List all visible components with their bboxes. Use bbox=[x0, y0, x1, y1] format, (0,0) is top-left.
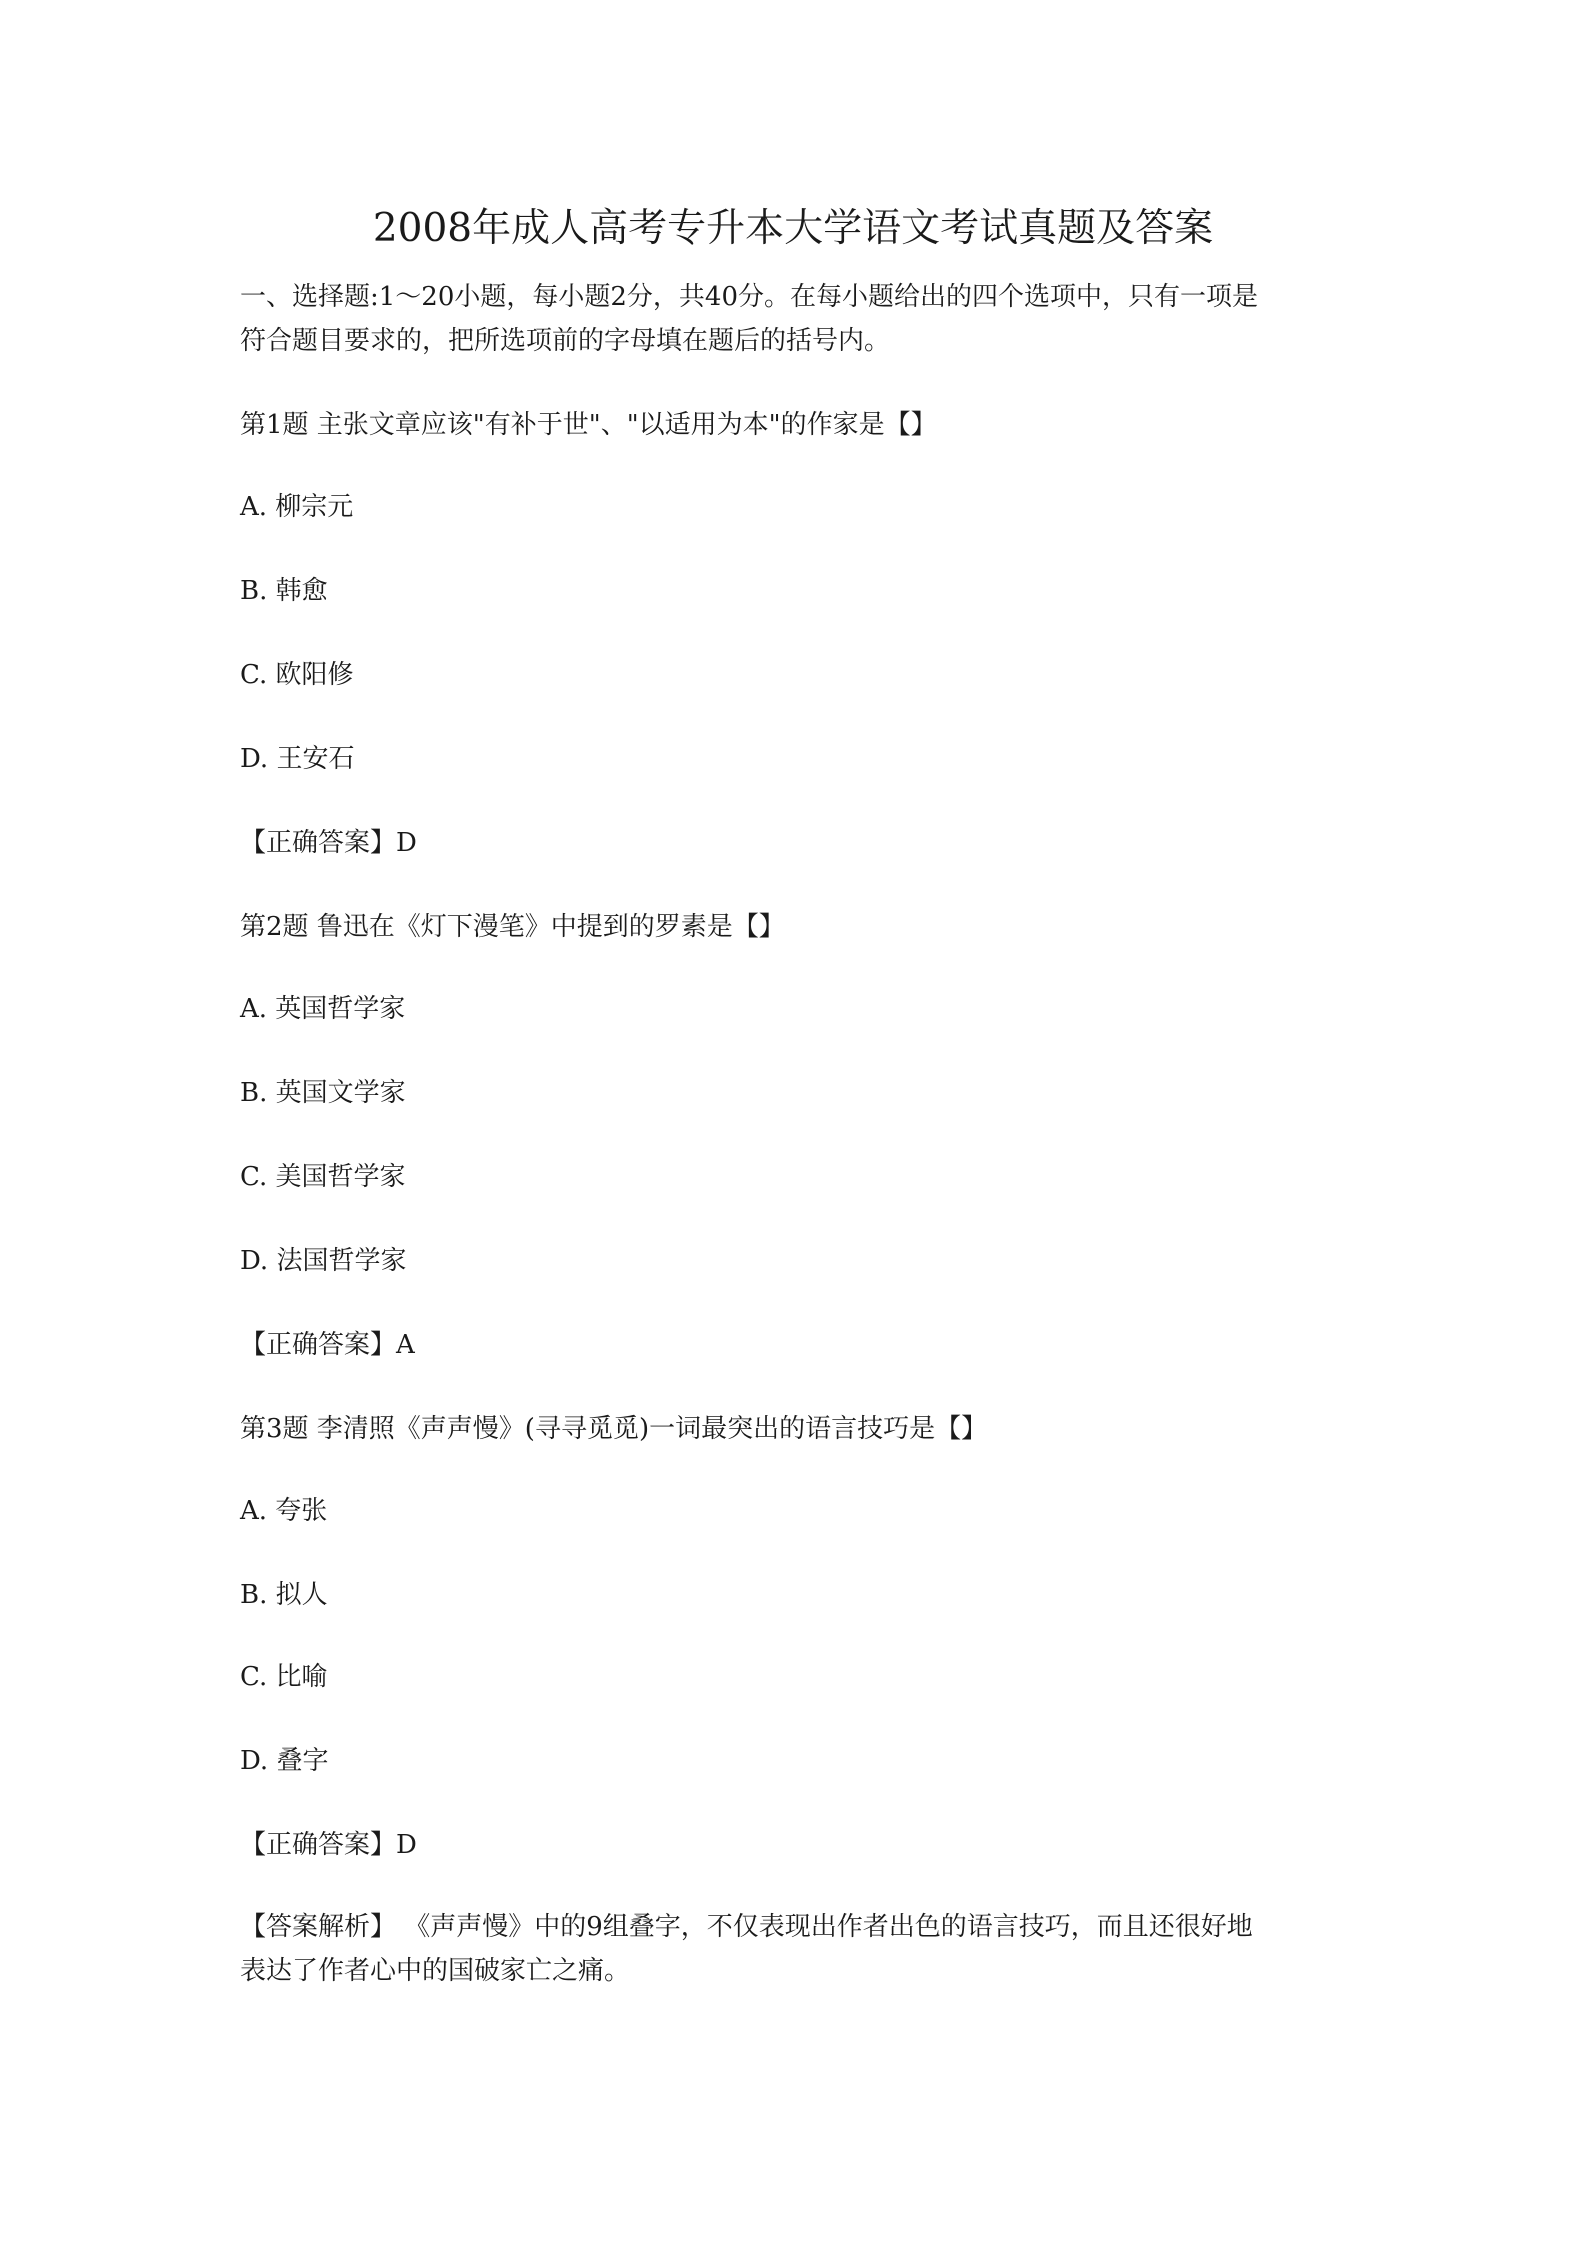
question-3-analysis-line-2: 表达了作者心中的国破家亡之痛。 bbox=[240, 1956, 631, 1986]
question-2-stem: 第2题 鲁迅在《灯下漫笔》中提到的罗素是【】 bbox=[240, 912, 785, 942]
question-1-option-a: A. 柳宗元 bbox=[240, 492, 354, 522]
question-3-option-c: C. 比喻 bbox=[240, 1662, 328, 1692]
question-3-option-b: B. 拟人 bbox=[240, 1580, 328, 1610]
section-intro bbox=[240, 275, 1350, 363]
question-3-answer: 【正确答案】D bbox=[240, 1830, 417, 1860]
question-1-option-b: B. 韩愈 bbox=[240, 576, 328, 606]
question-1-stem: 第1题 主张文章应该"有补于世"、"以适用为本"的作家是【】 bbox=[240, 410, 937, 440]
document-title: 2008年成人高考专升本大学语文考试真题及答案 bbox=[372, 206, 1214, 251]
question-2-answer: 【正确答案】A bbox=[240, 1330, 415, 1360]
question-3-stem: 第3题 李清照《声声慢》(寻寻觅觅)一词最突出的语言技巧是【】 bbox=[240, 1414, 988, 1444]
question-3-analysis bbox=[240, 1905, 1350, 1993]
question-3-analysis-line-1: 【答案解析】 《声声慢》中的9组叠字，不仅表现出作者出色的语言技巧，而且还很好地 bbox=[240, 1912, 1253, 1942]
question-2-option-a: A. 英国哲学家 bbox=[240, 994, 406, 1024]
question-3-option-d: D. 叠字 bbox=[240, 1746, 329, 1776]
question-2-option-b: B. 英国文学家 bbox=[240, 1078, 406, 1108]
question-2-option-d: D. 法国哲学家 bbox=[240, 1246, 407, 1276]
question-1-option-c: C. 欧阳修 bbox=[240, 660, 354, 690]
question-2-option-c: C. 美国哲学家 bbox=[240, 1162, 406, 1192]
question-1-option-d: D. 王安石 bbox=[240, 744, 355, 774]
question-3-option-a: A. 夸张 bbox=[240, 1496, 328, 1526]
section-intro-line-2: 符合题目要求的，把所选项前的字母填在题后的括号内。 bbox=[240, 326, 891, 356]
section-intro-line-1: 一、选择题:1～20小题，每小题2分，共40分。在每小题给出的四个选项中，只有一项是 bbox=[240, 282, 1259, 312]
question-1-answer: 【正确答案】D bbox=[240, 828, 417, 858]
